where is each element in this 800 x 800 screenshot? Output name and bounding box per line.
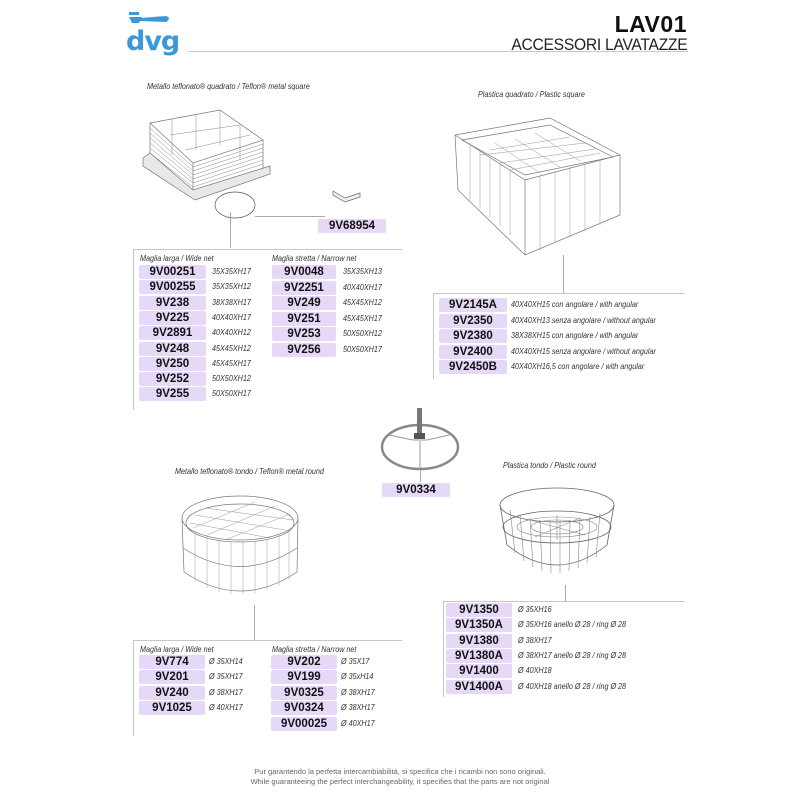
part-dimensions: Ø 35XH14 xyxy=(209,657,243,666)
part-code: 9V1025 xyxy=(139,701,205,715)
part-code: 9V0325 xyxy=(271,686,337,700)
table-row xyxy=(446,603,555,617)
table-row xyxy=(271,717,378,731)
part-dimensions: 38X38XH17 xyxy=(212,297,251,307)
table-row xyxy=(271,670,377,684)
part-code: 9V240 xyxy=(139,686,205,700)
part-dimensions: 45X45XH17 xyxy=(212,358,251,368)
leader-line xyxy=(565,585,566,602)
table-row xyxy=(139,311,255,325)
part-code: 9V255 xyxy=(139,387,206,401)
table-row xyxy=(139,670,246,684)
part-code: 9V1350 xyxy=(446,603,512,617)
part-code: 9V238 xyxy=(139,296,206,310)
metal-round-rack-illustration xyxy=(175,490,305,610)
leader-line xyxy=(255,216,325,217)
part-dimensions: 50X50XH12 xyxy=(212,374,251,384)
table-row xyxy=(271,701,378,715)
table-row xyxy=(271,686,378,700)
part-dimensions: 40X40XH15 senza angolare / without angular xyxy=(511,346,656,356)
part-code: 9V250 xyxy=(139,357,206,371)
leader-line xyxy=(563,255,564,293)
table-row xyxy=(439,329,652,343)
table-row xyxy=(439,298,652,312)
part-dimensions: 45X45XH12 xyxy=(343,298,382,308)
part-dimensions: 35X35XH12 xyxy=(212,282,251,292)
part-dimensions: 50X50XH17 xyxy=(343,345,382,354)
rack-spindle-illustration xyxy=(375,405,465,480)
part-code: 9V1350A xyxy=(446,618,512,632)
part-code: 9V252 xyxy=(139,372,206,386)
part-dimensions: Ø 35XH16 xyxy=(518,605,552,614)
part-code: 9V251 xyxy=(272,312,336,326)
table-row xyxy=(272,343,386,357)
part-code: 9V248 xyxy=(139,342,206,356)
part-dimensions: 40X40XH16,5 con angolare / with angular xyxy=(511,362,645,371)
table-row xyxy=(139,655,246,669)
part-code: 9V00251 xyxy=(139,265,206,279)
part-dimensions: Ø 35X17 xyxy=(341,657,370,666)
page-title: ACCESSORI LAVATAZZE xyxy=(510,35,687,54)
table-row xyxy=(439,314,672,328)
part-code: 9V256 xyxy=(272,343,336,357)
table-row xyxy=(139,387,255,401)
table-row xyxy=(139,686,246,700)
part-code: 9V00255 xyxy=(139,280,206,294)
part-code: 9V0324 xyxy=(271,701,337,715)
table-row xyxy=(446,634,555,648)
part-dimensions: Ø 38XH17 xyxy=(341,687,375,697)
part-dimensions: 50X50XH12 xyxy=(343,329,382,339)
part-dimensions: 40X40XH12 xyxy=(212,328,251,338)
table-row xyxy=(139,265,255,279)
part-code: 9V1400A xyxy=(446,680,512,694)
table-row xyxy=(139,701,246,715)
part-dimensions: Ø 40XH17 xyxy=(341,718,375,728)
part-dimensions: 45X45XH12 xyxy=(212,343,251,353)
table-row xyxy=(139,296,255,310)
metal-round-caption: Metallo teflonato® tondo / Teflon® metal round xyxy=(175,467,324,476)
table-row xyxy=(446,618,638,632)
table-row xyxy=(139,342,255,356)
table-row xyxy=(272,265,386,279)
metal-square-caption: Metallo teflonato® quadrato / Teflon® metal square xyxy=(147,82,310,91)
leader-line xyxy=(420,470,421,482)
part-code: 9V1380 xyxy=(446,634,512,648)
part-code: 9V00025 xyxy=(271,717,337,731)
table-row xyxy=(271,655,373,669)
table-row xyxy=(272,296,386,310)
part-dimensions: 35X35XH17 xyxy=(212,267,251,276)
part-code: 9V202 xyxy=(271,655,337,669)
part-code: 9V199 xyxy=(271,670,337,684)
part-code: 9V68954 xyxy=(318,219,386,233)
corner-piece-illustration xyxy=(330,188,370,208)
part-dimensions: Ø 40XH17 xyxy=(209,703,243,713)
narrow-net-heading: Maglia stretta / Narrow net xyxy=(272,645,357,654)
part-dimensions: 45X45XH17 xyxy=(343,313,382,323)
part-dimensions: Ø 35xH14 xyxy=(341,672,374,682)
table-row xyxy=(446,649,638,663)
part-code: 9V225 xyxy=(139,311,206,325)
part-dimensions: 35X35XH13 xyxy=(343,267,382,276)
disclaimer-english: While guaranteeing the perfect interchangeability, it specifies that the parts are not original xyxy=(250,777,550,786)
table-row xyxy=(139,280,255,294)
table-row xyxy=(439,360,659,374)
dvg-logo xyxy=(126,10,186,60)
leader-line xyxy=(230,212,231,248)
table-row xyxy=(272,281,386,295)
part-code: 9V2350 xyxy=(439,314,507,328)
part-dimensions: Ø 35XH17 xyxy=(209,672,243,682)
part-code: 9V1380A xyxy=(446,649,512,663)
catalog-code: LAV01 xyxy=(614,11,687,37)
part-code: 9V0334 xyxy=(382,483,450,497)
wide-net-heading: Maglia larga / Wide net xyxy=(140,645,214,654)
part-dimensions: 40X40XH17 xyxy=(343,282,382,292)
disclaimer-italian: Pur garantendo la perfetta intercambiabilità, si specifica che i ricambi non sono originali. xyxy=(254,767,546,776)
part-code: 9V249 xyxy=(272,296,336,310)
part-code: 9V0048 xyxy=(272,265,336,279)
table-row xyxy=(272,327,386,341)
part-dimensions: 40X40XH17 xyxy=(212,312,251,322)
part-code: 9V2380 xyxy=(439,329,507,343)
part-dimensions: Ø 38XH17 anello Ø 28 / ring Ø 28 xyxy=(518,650,627,660)
metal-square-rack-illustration xyxy=(140,100,270,230)
plastic-round-caption: Plastica tondo / Plastic round xyxy=(503,461,596,470)
part-dimensions: 40X40XH15 con angolare / with angular xyxy=(511,300,639,309)
table-row xyxy=(446,680,638,694)
part-code: 9V2251 xyxy=(272,281,336,295)
part-dimensions: 50X50XH17 xyxy=(212,389,251,399)
table-row xyxy=(439,345,672,359)
part-dimensions: Ø 35XH16 anello Ø 28 / ring Ø 28 xyxy=(518,620,627,630)
part-code: 9V1400 xyxy=(446,664,512,678)
part-dimensions: Ø 40XH18 xyxy=(518,666,552,676)
table-row xyxy=(139,326,255,340)
narrow-net-heading: Maglia stretta / Narrow net xyxy=(272,254,357,263)
part-code: 9V201 xyxy=(139,670,205,684)
part-code: 9V2891 xyxy=(139,326,206,340)
part-code: 9V2145A xyxy=(439,298,507,312)
part-dimensions: Ø 40XH18 anello Ø 28 / ring Ø 28 xyxy=(518,681,627,691)
table-row xyxy=(139,357,255,371)
part-code: 9V2450B xyxy=(439,360,507,374)
logo-text: dvg xyxy=(126,26,180,57)
part-dimensions: Ø 38XH17 xyxy=(341,703,375,713)
part-dimensions: Ø 38XH17 xyxy=(518,635,552,645)
part-dimensions: Ø 38XH17 xyxy=(209,687,243,697)
leader-line xyxy=(254,605,255,641)
wide-net-heading: Maglia larga / Wide net xyxy=(140,254,214,263)
part-code: 9V774 xyxy=(139,655,205,669)
table-row xyxy=(446,664,555,678)
plastic-square-rack-illustration xyxy=(450,115,630,275)
part-dimensions: 40X40XH13 senza angolare / without angular xyxy=(511,315,656,325)
part-code: 9V2400 xyxy=(439,345,507,359)
plastic-square-caption: Plastica quadrato / Plastic square xyxy=(478,90,585,99)
plastic-round-basket-illustration xyxy=(495,485,620,590)
part-code: 9V253 xyxy=(272,327,336,341)
table-row xyxy=(272,312,386,326)
part-dimensions: 38X38XH15 con angolare / with angular xyxy=(511,331,639,340)
table-row xyxy=(139,372,255,386)
